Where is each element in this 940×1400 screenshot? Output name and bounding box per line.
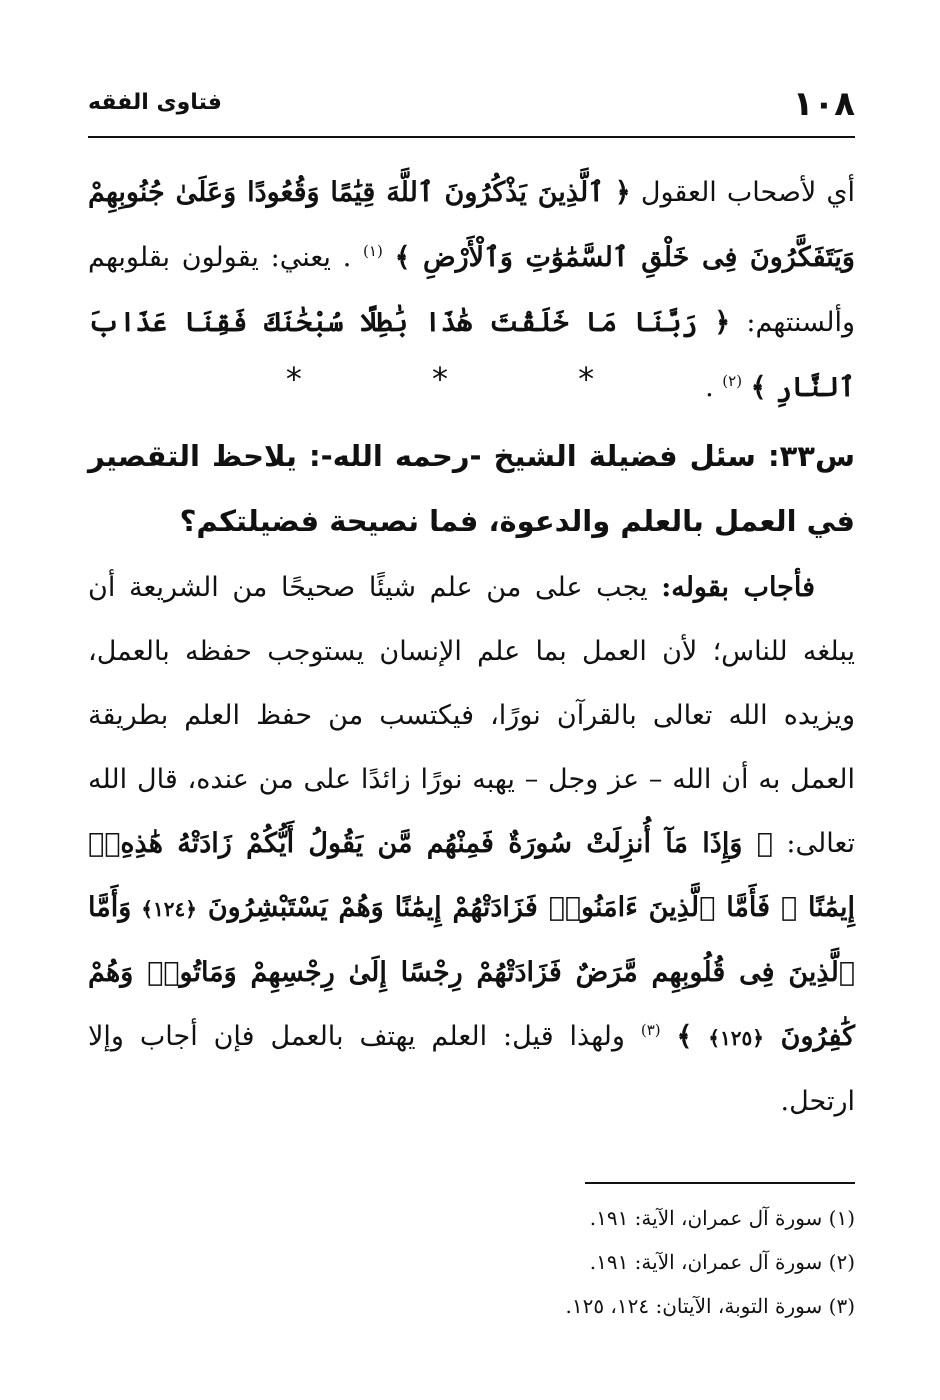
answer-paragraph (88, 556, 855, 1134)
footnote-3: (٣) سورة التوبة، الآيتان: ١٢٤، ١٢٥. (565, 1294, 855, 1318)
answer-text-2: ولهذا قيل: العلم يهتف بالعمل فإن أجاب وإلا ارتحل. (88, 1021, 855, 1117)
footnote-1: (١) سورة آل عمران، الآية: ١٩١. (589, 1206, 855, 1230)
footnotes (88, 1196, 855, 1328)
ayah-number-124: ﴿١٢٤﴾ (141, 897, 197, 921)
footnote-ref-3: (٣) (640, 1021, 661, 1039)
footnote-ref-1: (١) (363, 242, 383, 260)
footnote-ref-2: (٢) (722, 372, 743, 390)
ayah-number-125: ﴿١٢٥﴾ (708, 1026, 764, 1050)
quran-verse-1: ﴿ ٱلَّذِينَ يَذْكُرُونَ ٱللَّهَ قِيَٰمًا وَقُعُودًا وَعَلَىٰ جُنُوبِهِمْ وَيَتَفَكَّرُونَ فِى خَلْقِ ٱلسَّمَٰوَٰتِ وَٱلْأَرْضِ ﴾ (88, 177, 855, 273)
intro-text-before: أي لأصحاب العقول (630, 177, 855, 208)
intro-text-after: . (705, 372, 714, 403)
quran-verse-3a: ﴿ وَإِذَا مَآ أُنزِلَتْ سُورَةٌ فَمِنْهُم مَّن يَقُولُ أَيُّكُمْ زَادَتْهُ هَٰذِهِۦٓ إِيمَٰنًا ۚ فَأَمَّا ٱلَّذِينَ ءَامَنُوا۟ فَزَادَتْهُمْ إِيمَٰنًا وَهُمْ يَسْتَبْشِرُونَ (88, 828, 855, 923)
page-header (88, 84, 855, 136)
footnote-rule (585, 1182, 855, 1184)
section-separator: * * * (285, 360, 655, 398)
answer-lead: فأجاب بقوله: (661, 572, 815, 603)
quran-verse-3b: وَأَمَّا ٱلَّذِينَ فِى قُلُوبِهِم مَّرَضٌ فَزَادَتْهُمْ رِجْسًا إِلَىٰ رِجْسِهِمْ وَمَاتُوا۟ وَهُمْ كَٰفِرُونَ (88, 892, 855, 1052)
footnote-2: (٢) سورة آل عمران، الآية: ١٩١. (589, 1250, 855, 1274)
answer-text-1: يجب على من علم شيئًا صحيحًا من الشريعة أن يبلغه للناس؛ لأن العمل بما علم الإنسان يستوجب حفظه بالعمل، ويزيده الله تعالى بالقرآن نورًا، فيكتسب من حفظ العلم بطريقة العمل به أن الله – عز وجل – يهبه نورًا زائدًا على من عنده، قال الله تعالى: (88, 572, 855, 859)
header-rule (88, 136, 855, 138)
page-number: ١٠٨ (792, 84, 855, 124)
question-heading: س٣٣: سئل فضيلة الشيخ -رحمه الله-: يلاحظ التقصير في العمل بالعلم والدعوة، فما نصيحة فضيلتكم؟ (88, 439, 855, 538)
intro-text-middle: . يعني: يقولون بقلوبهم وألسنتهم: (88, 242, 856, 338)
quran-verse-3-close: ﴾ (676, 1021, 693, 1052)
running-title: فتاوى الفقه (88, 90, 222, 115)
quran-verse-2: ﴿ رَبَّنَا مَا خَلَقْتَ هَٰذَا بَٰطِلًا سُبْحَٰنَكَ فَقِنَا عَذَابَ ٱلنَّارِ ﴾ (88, 307, 855, 403)
